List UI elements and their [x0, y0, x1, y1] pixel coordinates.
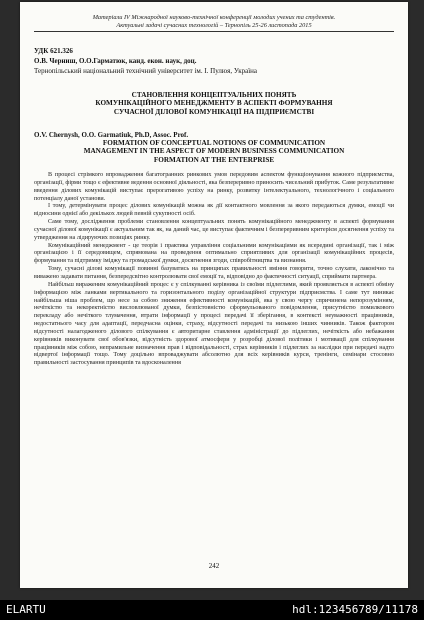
- authors-ukrainian: О.В. Черниш, О.О.Гарматюк, канд. екон. наук, доц.: [34, 57, 197, 65]
- title-ukrainian: [34, 91, 394, 116]
- authors-english: O.V. Chernysh, O.O. Garmatiuk, Ph.D, Assoc. Prof.: [34, 131, 189, 139]
- repository-name: ELARTU: [6, 603, 46, 616]
- title-english-line: FORMATION OF CONCEPTUAL NOTIONS OF COMMUNICATION: [102, 139, 326, 147]
- title-ukrainian-line: КОМУНІКАЦІЙНОГО МЕНЕДЖМЕНТУ В АСПЕКТІ ФОРМУВАННЯ: [95, 99, 333, 108]
- conference-header-line1: Матеріали IV Міжнародної науково-технічної конференції молодих учених та студентів.: [92, 14, 336, 21]
- conference-header: [34, 14, 394, 32]
- document-page: [20, 2, 408, 588]
- handle-identifier[interactable]: hdl:123456789/11178: [292, 603, 418, 616]
- title-english-line: FORMATION AT THE ENTERPRISE: [153, 155, 275, 164]
- page-number: 242: [208, 562, 220, 570]
- body-paragraph: І тому, детермінувати процес ділових комунікацій можна як дії контактного мовлення за якого передаються думки, емоції чи відносини однієї або декількох людей певній сукупності осіб.: [34, 203, 394, 218]
- affiliation: Тернопільський національний технічний університет ім. І. Пулюя, Україна: [34, 67, 258, 75]
- body-paragraph: В процесі стрімкого впровадження багатогранних ринкових умов передовим аспектом функціонування кожного підприємства, організації, фірми тощо є ефективне ведення основної діяльності, яка безпереривно приносить чисельний прибуток. Саме результативне введення ділових комунікацій виступає прерогативою успіху на ринку, розвитку інтелектуального, технологічного і соціального потенціалу даної установи.: [34, 172, 394, 202]
- udc-code: УДК 621.326: [34, 47, 73, 55]
- title-ukrainian-line: СУЧАСНОЇ ДІЛОВОЇ КОМУНІКАЦІЇ НА ПІДПРИЄМСТВІ: [113, 107, 315, 116]
- repository-footer-bar: [0, 600, 424, 620]
- body-paragraph: Саме тому, дослідження проблеми становлення концептуальних понять комунікаційного менеджменту в аспекті формування сучасної ділової комунікації є актуальним так як, на даний час, це виступає фактичним і безпереривним критерієм досягнення успіху та утвердження на лідируючих позиціях ринку.: [34, 219, 394, 241]
- title-english: [34, 139, 394, 164]
- body-paragraph: Тому, сучасні ділові комунікації повинні базуватись на принципах правильності вміння говорити, точно слухати, лаконічно та виважено задавати питання, безпередсвітно контролювати свої емоції та, відповідно до фактичності ситуації, сприймати партнера.: [34, 266, 394, 280]
- title-ukrainian-line: СТАНОВЛЕННЯ КОНЦЕПТУАЛЬНИХ ПОНЯТЬ: [131, 91, 297, 99]
- body-paragraph: Комунікаційний менеджмент - це теорія і практика управління соціальними комунікаціями як всередині організації, так і між організацією і її середовищем, спрямована на проведення оптимально сприятливих для організації комунікаційних процесів, формування та підтримку іміджу та громадської думки, досягнення згоди, співробітництва та визнання.: [34, 242, 394, 265]
- article-body: [34, 172, 394, 368]
- body-paragraph: Найбільш вираженим комунікаційний процес є у спілкуванні керівника із своїми підлеглими, який проявляється в аспекті обміну інформацією між ланками вертикального та горизонтального поділу організаційної структури підприємства. І саме тут виникає найбільша ніша проблем, що несе за собою зниження ефективності комунікацій, яка у свою чергу спричинена непорозумінням, нечіткістю та некоректністю висловлюваної думки, безпістовністю сформульованого повідомлення, присутністю помилкового перекладу або нечіткого тлумачення, втрати інформації у процесі передачі її зберігання, в контексті неуважності працівників, недостатнього часу для адаптації, передчасна оцінки, страху, відсутності передачі та низькою інших чинників. Також фактором відсутності налагодженого ділового спілкування є авторитарне ставлення адміністрації до підлеглих, нечіткість або небажання керівників виконувати свої обов'язки, відсутність здорової атмосфери у розробці ділової політики і мотивації для спілкування працівників між собою, непрамильне визначення прав і відповідальності, страх керівників і підлеглих за наслідки при передачі надто відвертої інформації тощо. Тому доцільно впроваджувати абсолютно для всіх керівників курси, тренінги, семінари стосовно правильності застосування принципів та вдосконалення: [34, 281, 394, 367]
- conference-header-line2: Актуальні задачі сучасних технологій – Тернопіль 25-26 листопада 2015: [116, 21, 312, 29]
- title-english-line: MANAGEMENT IN THE ASPECT OF MODERN BUSINESS COMMUNICATION: [83, 147, 345, 156]
